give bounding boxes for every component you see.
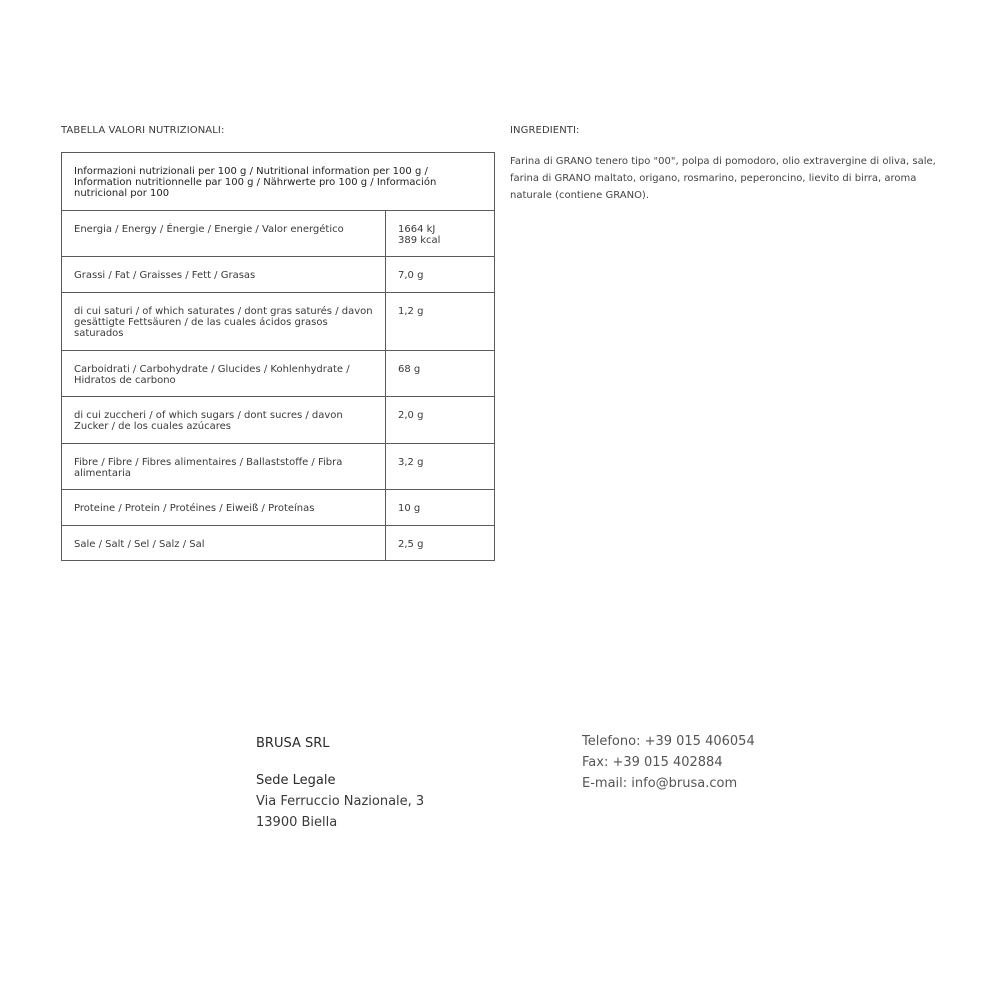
ingredients-text: Farina di GRANO tenero tipo "00", polpa di pomodoro, olio extravergine di oliva, sale, farina di GRANO maltato, origano, rosmarino, peperoncino, lievito di birra, aroma naturale (contiene GRANO).: [510, 156, 936, 201]
nutrition-table-row: [62, 293, 495, 351]
nutrient-value-primary: 7,0 g: [398, 270, 424, 281]
nutrition-table-header-row: [62, 153, 495, 211]
company-name: BRUSA SRL: [256, 736, 330, 751]
nutrient-label: di cui saturi / of which saturates / dont gras saturés / davon gesättigte Fettsäuren / de las cuales ácidos grasos saturados: [62, 293, 386, 351]
nutrient-label: di cui zuccheri / of which sugars / dont sucres / davon Zucker / de los cuales azúcares: [62, 397, 386, 444]
email-address: E-mail: info@brusa.com: [582, 776, 738, 791]
nutrient-value: [386, 444, 495, 490]
nutrition-table-header: Informazioni nutrizionali per 100 g / Nutritional information per 100 g / Information nutritionnelle par 100 g / Nährwerte pro 100 g / Información nutricional por 100: [62, 153, 495, 211]
nutrient-value-secondary: 389 kcal: [398, 235, 441, 246]
nutrient-value: [386, 526, 495, 561]
nutrition-table-row: [62, 490, 495, 526]
ingredients-title: INGREDIENTI:: [510, 125, 580, 136]
nutrition-table-row: [62, 257, 495, 293]
nutrient-value-primary: 68 g: [398, 364, 421, 375]
fax-number: Fax: +39 015 402884: [582, 755, 723, 770]
nutrient-value: [386, 490, 495, 526]
nutrition-table-row: [62, 397, 495, 444]
nutrient-label: Energia / Energy / Énergie / Energie / Valor energético: [62, 211, 386, 257]
nutrient-value-primary: 1664 kJ: [398, 224, 436, 235]
nutrient-label: Proteine / Protein / Protéines / Eiweiß / Proteínas: [62, 490, 386, 526]
nutrient-value: [386, 397, 495, 444]
nutrient-label: Carboidrati / Carbohydrate / Glucides / Kohlenhydrate / Hidratos de carbono: [62, 351, 386, 397]
company-info: [256, 733, 424, 833]
nutrient-label: Sale / Salt / Sel / Salz / Sal: [62, 526, 386, 561]
registered-office-label: Sede Legale: [256, 773, 336, 788]
nutrient-value-primary: 2,0 g: [398, 410, 424, 421]
company-city: 13900 Biella: [256, 815, 338, 830]
nutrient-value-primary: 2,5 g: [398, 539, 424, 550]
phone-number: Telefono: +39 015 406054: [582, 734, 755, 749]
nutrient-value-primary: 10 g: [398, 503, 421, 514]
nutrition-table-row: [62, 211, 495, 257]
nutrition-table-row: [62, 526, 495, 561]
nutrient-value: [386, 293, 495, 351]
nutrient-label: Fibre / Fibre / Fibres alimentaires / Ballaststoffe / Fibra alimentaria: [62, 444, 386, 490]
company-street: Via Ferruccio Nazionale, 3: [256, 794, 425, 809]
contact-info: [582, 731, 755, 794]
nutrient-value: [386, 257, 495, 293]
nutrition-table-row: [62, 351, 495, 397]
nutrition-table-title: TABELLA VALORI NUTRIZIONALI:: [61, 125, 225, 136]
nutrition-table: [61, 152, 495, 561]
nutrient-value-primary: 1,2 g: [398, 306, 424, 317]
nutrient-value: [386, 351, 495, 397]
nutrition-table-row: [62, 444, 495, 490]
nutrient-value-primary: 3,2 g: [398, 457, 424, 468]
nutrient-label: Grassi / Fat / Graisses / Fett / Grasas: [62, 257, 386, 293]
nutrient-value: [386, 211, 495, 257]
